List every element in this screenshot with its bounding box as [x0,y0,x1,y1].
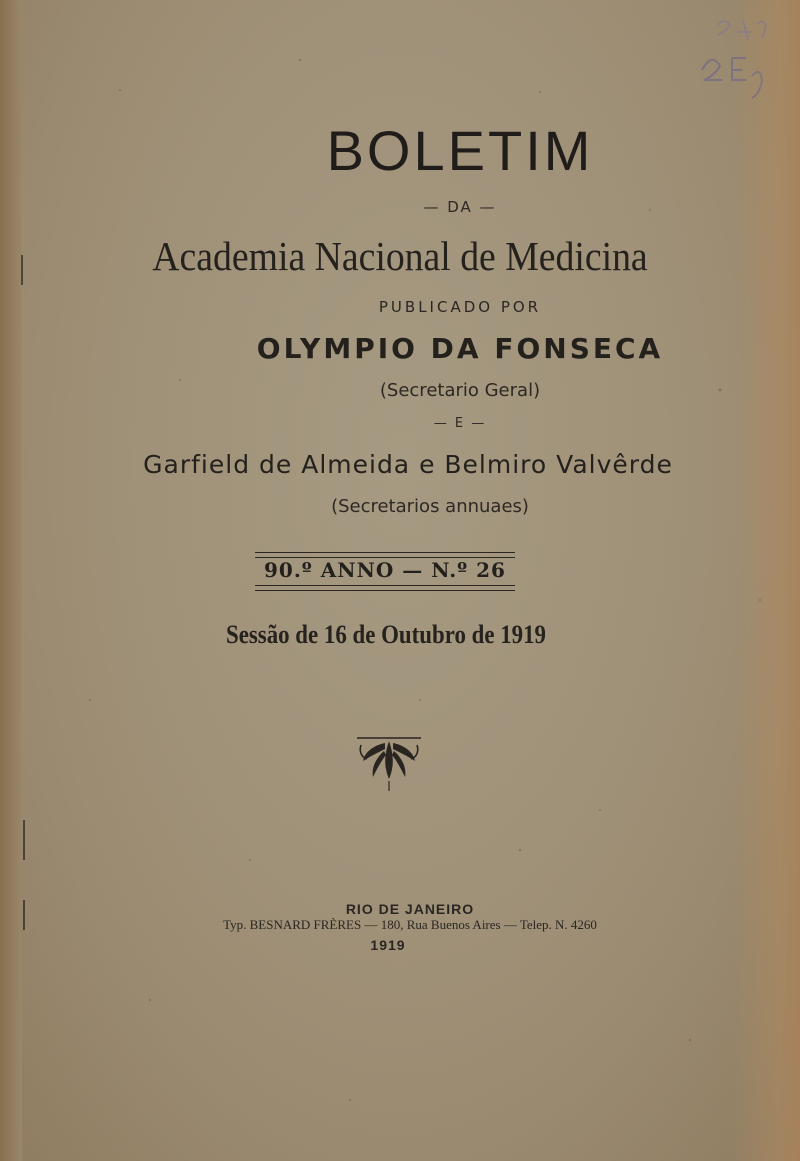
co-editors: Garfield de Almeida e Belmiro Valvêrde [143,450,673,479]
rule-bottom-1 [255,585,515,586]
cover-title: BOLETIM [326,119,594,182]
editor-role: (Secretario Geral) [379,380,541,401]
rule-top-1 [255,552,515,553]
da-line: — DA — [423,198,497,216]
editor-name: OLYMPIO DA FONSECA [256,332,664,365]
and-line: — E — [433,416,487,431]
session-date: Sessão de 16 de Outubro de 1919 [226,620,546,649]
fleuron-ornament-icon [355,735,423,795]
year-line: 1919 [370,937,406,953]
rule-bottom-2 [255,590,515,591]
printer-line: Typ. BESNARD FRÈRES — 180, Rua Buenos Aires — Telep. N. 4260 [223,917,597,932]
issue-number: 90.º ANNO — N.º 26 [264,558,506,582]
handwritten-annotation-icon [688,10,778,110]
published-by: PUBLICADO POR [378,298,542,316]
city-line: RIO DE JANEIRO [345,901,475,917]
co-editors-role: (Secretarios annuaes) [331,496,529,517]
academy-name: Academia Nacional de Medicina [152,233,648,279]
